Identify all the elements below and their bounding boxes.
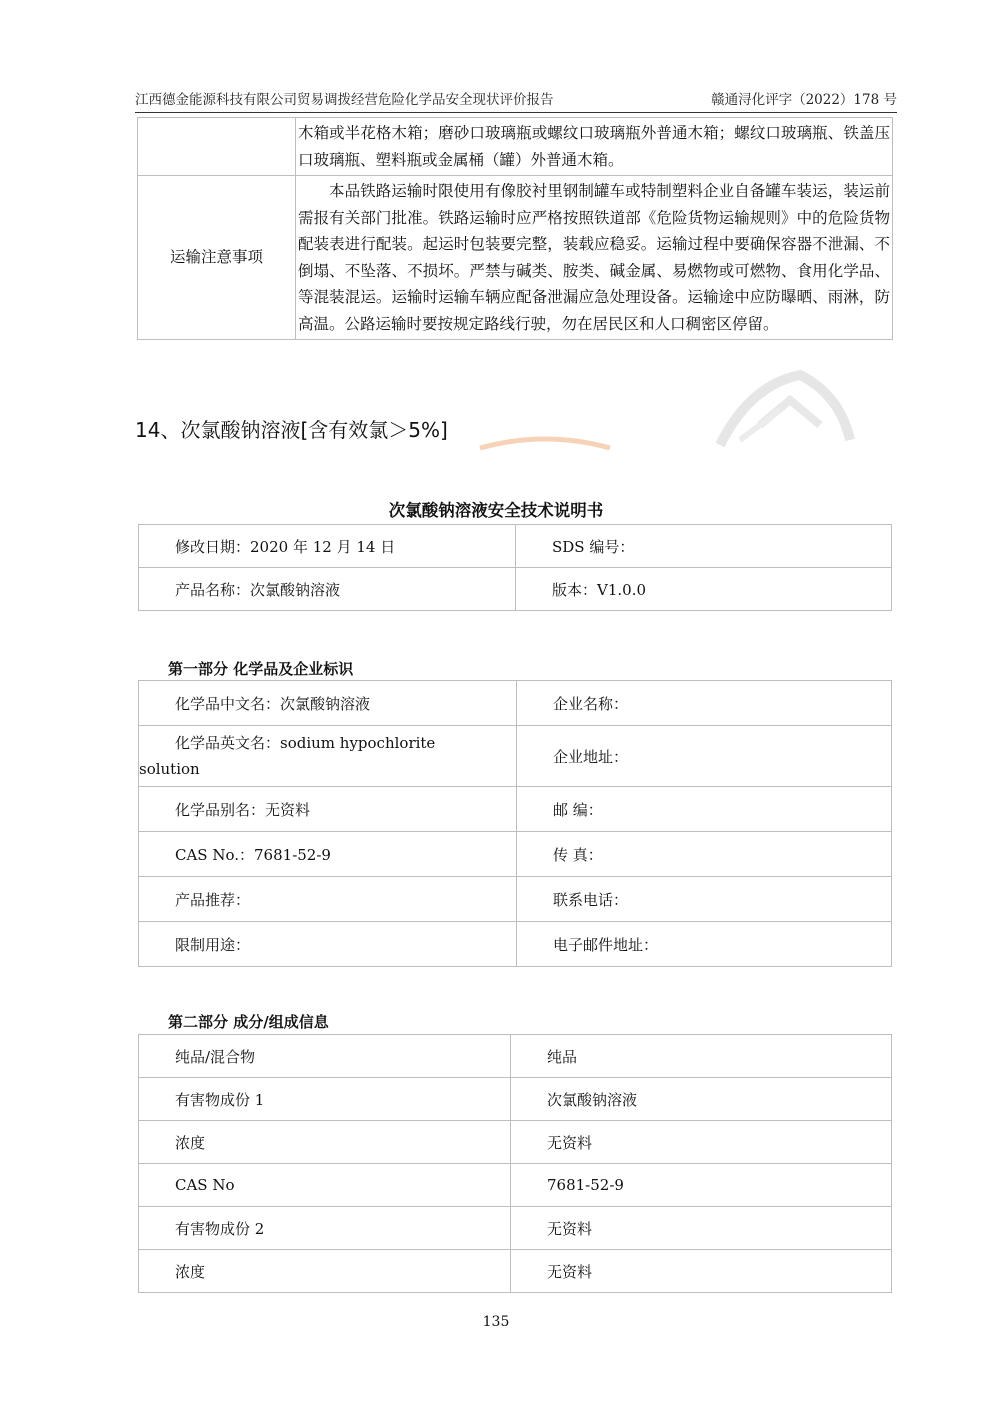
restricted-use: 限制用途： (139, 922, 517, 967)
table-row (139, 1250, 892, 1293)
cas-label: CAS No (139, 1164, 511, 1207)
table-row (139, 1207, 892, 1250)
sds-number: SDS 编号： (516, 525, 892, 568)
table-row (139, 1121, 892, 1164)
sds-meta-table (138, 524, 892, 611)
company-name: 企业名称： (517, 681, 892, 726)
product-name: 产品名称：次氯酸钠溶液 (139, 568, 516, 611)
hazard-component-2-label: 有害物成份 2 (139, 1207, 511, 1250)
composition-label: 纯品/混合物 (139, 1035, 511, 1078)
table-row (139, 787, 892, 832)
section-title: 14、次氯酸钠溶液[含有效氯＞5%] (135, 418, 448, 442)
english-name-line2: solution (139, 760, 200, 778)
version: 版本：V1.0.0 (516, 568, 892, 611)
cas-number: CAS No.：7681-52-9 (139, 832, 517, 877)
english-name-line1: 化学品英文名：sodium hypochlorite (175, 734, 436, 752)
postal-code: 邮 编： (517, 787, 892, 832)
hazard-component-2-value: 无资料 (511, 1207, 892, 1250)
fax: 传 真： (517, 832, 892, 877)
concentration-2-value: 无资料 (511, 1250, 892, 1293)
packaging-text: 木箱或半花格木箱；磨砂口玻璃瓶或螺纹口玻璃瓶外普通木箱；螺纹口玻璃瓶、铁盖压口玻璃瓶、塑料瓶或金属桶（罐）外普通木箱。 (296, 118, 893, 176)
part2-title: 第二部分 成分/组成信息 (168, 1013, 329, 1031)
phone: 联系电话： (517, 877, 892, 922)
part1-title: 第一部分 化学品及企业标识 (168, 660, 354, 678)
table-row (139, 832, 892, 877)
composition-table (138, 1034, 892, 1293)
page-number: 135 (482, 1314, 510, 1330)
composition-value: 纯品 (511, 1035, 892, 1078)
chinese-name: 化学品中文名：次氯酸钠溶液 (139, 681, 517, 726)
transport-table (137, 117, 893, 340)
identification-table (138, 680, 892, 967)
header-report-number: 赣通浔化评字（2022）178 号 (711, 92, 897, 108)
table-row (139, 1035, 892, 1078)
concentration-2-label: 浓度 (139, 1250, 511, 1293)
watermark-logo (680, 365, 860, 455)
email: 电子邮件地址： (517, 922, 892, 967)
packaging-label-cell (138, 118, 296, 176)
page-header (135, 88, 897, 113)
table-row (139, 877, 892, 922)
transport-notice-text: 本品铁路运输时限使用有像胶衬里钢制罐车或特制塑料企业自备罐车装运，装运前需报有关部门批准。铁路运输时应严格按照铁道部《危险货物运输规则》中的危险货物配装表进行配装。起运时包装要完整，装载应稳妥。运输过程中要确保容器不泄漏、不倒塌、不坠落、不损坏。严禁与碱类、胺类、碱金属、易燃物或可燃物、食用化学品、等混装混运。运输时运输车辆应配备泄漏应急处理设备。运输途中应防曝晒、雨淋，防高温。公路运输时要按规定路线行驶，勿在居民区和人口稠密区停留。 (296, 176, 893, 340)
table-row (139, 525, 892, 568)
english-name (139, 726, 517, 787)
recommended-use: 产品推荐： (139, 877, 517, 922)
table-row (139, 1164, 892, 1207)
table-row (139, 681, 892, 726)
concentration-1-value: 无资料 (511, 1121, 892, 1164)
hazard-component-1-label: 有害物成份 1 (139, 1078, 511, 1121)
stamp-mark (470, 430, 620, 450)
header-report-title: 江西德金能源科技有限公司贸易调拨经营危险化学品安全现状评价报告 (135, 92, 554, 108)
transport-notice-label: 运输注意事项 (138, 176, 296, 340)
table-row (139, 726, 892, 787)
cas-value: 7681-52-9 (511, 1164, 892, 1207)
sds-title: 次氯酸钠溶液安全技术说明书 (388, 501, 604, 520)
concentration-1-label: 浓度 (139, 1121, 511, 1164)
table-row (139, 922, 892, 967)
table-row (139, 1078, 892, 1121)
hazard-component-1-value: 次氯酸钠溶液 (511, 1078, 892, 1121)
company-address: 企业地址： (517, 726, 892, 787)
revision-date: 修改日期：2020 年 12 月 14 日 (139, 525, 516, 568)
alias-name: 化学品别名：无资料 (139, 787, 517, 832)
table-row (139, 568, 892, 611)
